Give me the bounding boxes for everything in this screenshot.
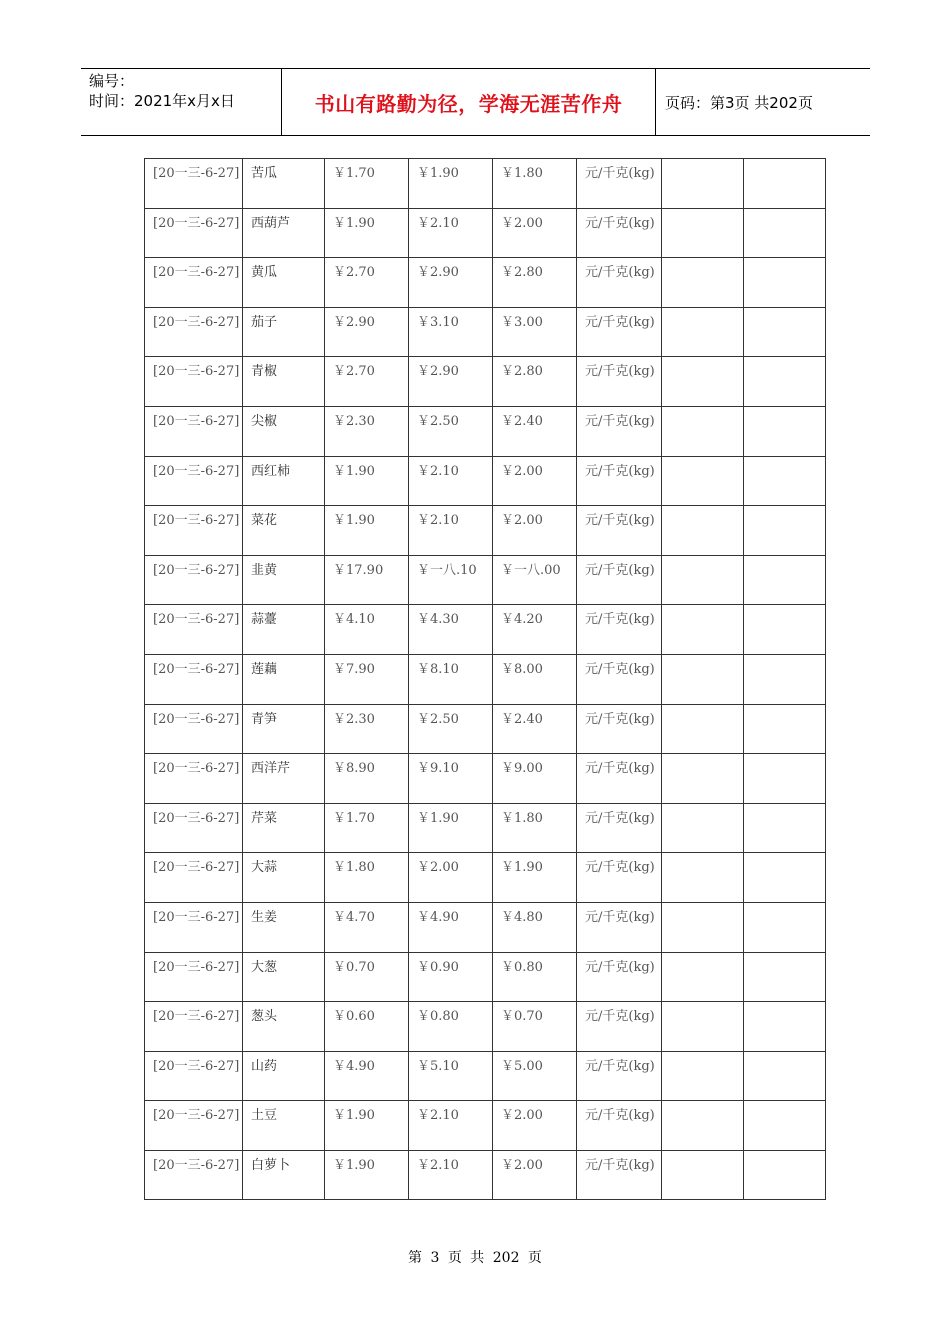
product-name-cell: 生姜 <box>243 902 325 952</box>
high-price-cell: ￥2.50 <box>409 406 493 456</box>
avg-price-cell: ￥5.00 <box>493 1051 577 1101</box>
unit-cell: 元/千克(kg) <box>577 704 662 754</box>
high-price-cell: ￥2.00 <box>409 853 493 903</box>
number-label: 编号： <box>89 72 135 90</box>
low-price-cell: ￥1.80 <box>325 853 409 903</box>
product-name-cell: 西葫芦 <box>243 208 325 258</box>
product-name-cell: 白萝卜 <box>243 1150 325 1200</box>
low-price-cell: ￥4.70 <box>325 902 409 952</box>
unit-cell: 元/千克(kg) <box>577 605 662 655</box>
high-price-cell: ￥4.30 <box>409 605 493 655</box>
high-price-cell: ￥2.10 <box>409 1150 493 1200</box>
table-row <box>145 654 826 704</box>
date-cell: [20一三-6-27] <box>145 952 243 1002</box>
avg-price-cell: ￥4.20 <box>493 605 577 655</box>
avg-price-cell: ￥1.80 <box>493 159 577 209</box>
high-price-cell: ￥1.90 <box>409 803 493 853</box>
table-row <box>145 307 826 357</box>
unit-cell: 元/千克(kg) <box>577 654 662 704</box>
price-table <box>144 158 826 1200</box>
page-info: 页码：第3页 共202页 <box>665 93 813 112</box>
empty-cell <box>662 159 744 209</box>
page-header <box>81 68 870 136</box>
product-name-cell: 黄瓜 <box>243 258 325 308</box>
low-price-cell: ￥1.70 <box>325 159 409 209</box>
low-price-cell: ￥2.90 <box>325 307 409 357</box>
avg-price-cell: ￥1.80 <box>493 803 577 853</box>
date-cell: [20一三-6-27] <box>145 208 243 258</box>
avg-price-cell: ￥4.80 <box>493 902 577 952</box>
empty-cell <box>662 208 744 258</box>
unit-cell: 元/千克(kg) <box>577 258 662 308</box>
low-price-cell: ￥1.90 <box>325 456 409 506</box>
product-name-cell: 菜花 <box>243 506 325 556</box>
empty-cell <box>662 902 744 952</box>
empty-cell <box>662 605 744 655</box>
date-cell: [20一三-6-27] <box>145 357 243 407</box>
date-cell: [20一三-6-27] <box>145 605 243 655</box>
product-name-cell: 山药 <box>243 1051 325 1101</box>
high-price-cell: ￥一八.10 <box>409 555 493 605</box>
unit-cell: 元/千克(kg) <box>577 902 662 952</box>
low-price-cell: ￥4.90 <box>325 1051 409 1101</box>
product-name-cell: 西红柿 <box>243 456 325 506</box>
table-row <box>145 754 826 804</box>
empty-cell <box>744 1051 826 1101</box>
low-price-cell: ￥1.70 <box>325 803 409 853</box>
high-price-cell: ￥2.10 <box>409 506 493 556</box>
time-label: 时间：2021年x月x日 <box>89 92 235 110</box>
empty-cell <box>662 704 744 754</box>
date-cell: [20一三-6-27] <box>145 258 243 308</box>
date-cell: [20一三-6-27] <box>145 307 243 357</box>
table-row <box>145 159 826 209</box>
empty-cell <box>662 1051 744 1101</box>
product-name-cell: 苦瓜 <box>243 159 325 209</box>
unit-cell: 元/千克(kg) <box>577 1150 662 1200</box>
table-row <box>145 704 826 754</box>
date-cell: [20一三-6-27] <box>145 456 243 506</box>
empty-cell <box>744 754 826 804</box>
header-meta <box>81 69 282 135</box>
table-row <box>145 555 826 605</box>
low-price-cell: ￥1.90 <box>325 506 409 556</box>
table-row <box>145 506 826 556</box>
unit-cell: 元/千克(kg) <box>577 555 662 605</box>
empty-cell <box>744 605 826 655</box>
product-name-cell: 西洋芹 <box>243 754 325 804</box>
motto: 书山有路勤为径，学海无涯苦作舟 <box>282 69 656 135</box>
high-price-cell: ￥0.80 <box>409 1002 493 1052</box>
empty-cell <box>662 258 744 308</box>
date-cell: [20一三-6-27] <box>145 406 243 456</box>
high-price-cell: ￥2.10 <box>409 456 493 506</box>
table-row <box>145 357 826 407</box>
avg-price-cell: ￥2.00 <box>493 1101 577 1151</box>
empty-cell <box>744 307 826 357</box>
empty-cell <box>662 456 744 506</box>
low-price-cell: ￥2.70 <box>325 357 409 407</box>
high-price-cell: ￥2.50 <box>409 704 493 754</box>
empty-cell <box>744 159 826 209</box>
high-price-cell: ￥3.10 <box>409 307 493 357</box>
unit-cell: 元/千克(kg) <box>577 1051 662 1101</box>
empty-cell <box>744 1150 826 1200</box>
avg-price-cell: ￥2.80 <box>493 357 577 407</box>
table-row <box>145 1101 826 1151</box>
product-name-cell: 大葱 <box>243 952 325 1002</box>
avg-price-cell: ￥一八.00 <box>493 555 577 605</box>
date-cell: [20一三-6-27] <box>145 654 243 704</box>
empty-cell <box>662 952 744 1002</box>
avg-price-cell: ￥2.80 <box>493 258 577 308</box>
unit-cell: 元/千克(kg) <box>577 952 662 1002</box>
empty-cell <box>744 406 826 456</box>
empty-cell <box>744 506 826 556</box>
low-price-cell: ￥17.90 <box>325 555 409 605</box>
low-price-cell: ￥1.90 <box>325 1101 409 1151</box>
empty-cell <box>744 1101 826 1151</box>
empty-cell <box>744 1002 826 1052</box>
high-price-cell: ￥2.10 <box>409 208 493 258</box>
date-cell: [20一三-6-27] <box>145 803 243 853</box>
low-price-cell: ￥4.10 <box>325 605 409 655</box>
table-row <box>145 1002 826 1052</box>
product-name-cell: 韭黄 <box>243 555 325 605</box>
product-name-cell: 土豆 <box>243 1101 325 1151</box>
date-cell: [20一三-6-27] <box>145 1150 243 1200</box>
empty-cell <box>662 1150 744 1200</box>
product-name-cell: 蒜薹 <box>243 605 325 655</box>
empty-cell <box>744 258 826 308</box>
low-price-cell: ￥1.90 <box>325 1150 409 1200</box>
empty-cell <box>744 208 826 258</box>
avg-price-cell: ￥1.90 <box>493 853 577 903</box>
avg-price-cell: ￥2.00 <box>493 1150 577 1200</box>
unit-cell: 元/千克(kg) <box>577 357 662 407</box>
product-name-cell: 青笋 <box>243 704 325 754</box>
product-name-cell: 茄子 <box>243 307 325 357</box>
table-row <box>145 258 826 308</box>
date-cell: [20一三-6-27] <box>145 555 243 605</box>
empty-cell <box>662 1101 744 1151</box>
empty-cell <box>744 555 826 605</box>
avg-price-cell: ￥0.80 <box>493 952 577 1002</box>
empty-cell <box>662 555 744 605</box>
avg-price-cell: ￥0.70 <box>493 1002 577 1052</box>
high-price-cell: ￥0.90 <box>409 952 493 1002</box>
high-price-cell: ￥2.10 <box>409 1101 493 1151</box>
empty-cell <box>744 803 826 853</box>
unit-cell: 元/千克(kg) <box>577 1002 662 1052</box>
avg-price-cell: ￥2.00 <box>493 456 577 506</box>
unit-cell: 元/千克(kg) <box>577 803 662 853</box>
empty-cell <box>744 704 826 754</box>
empty-cell <box>662 406 744 456</box>
empty-cell <box>662 853 744 903</box>
avg-price-cell: ￥2.40 <box>493 406 577 456</box>
empty-cell <box>744 357 826 407</box>
product-name-cell: 青椒 <box>243 357 325 407</box>
table-row <box>145 456 826 506</box>
empty-cell <box>662 357 744 407</box>
low-price-cell: ￥2.30 <box>325 406 409 456</box>
high-price-cell: ￥2.90 <box>409 258 493 308</box>
unit-cell: 元/千克(kg) <box>577 208 662 258</box>
price-table-body <box>145 159 826 1200</box>
product-name-cell: 大蒜 <box>243 853 325 903</box>
date-cell: [20一三-6-27] <box>145 1101 243 1151</box>
empty-cell <box>744 654 826 704</box>
low-price-cell: ￥7.90 <box>325 654 409 704</box>
empty-cell <box>662 754 744 804</box>
high-price-cell: ￥9.10 <box>409 754 493 804</box>
high-price-cell: ￥4.90 <box>409 902 493 952</box>
empty-cell <box>662 654 744 704</box>
low-price-cell: ￥2.30 <box>325 704 409 754</box>
high-price-cell: ￥8.10 <box>409 654 493 704</box>
avg-price-cell: ￥8.00 <box>493 654 577 704</box>
table-row <box>145 605 826 655</box>
table-row <box>145 208 826 258</box>
table-row <box>145 803 826 853</box>
unit-cell: 元/千克(kg) <box>577 307 662 357</box>
table-row <box>145 952 826 1002</box>
product-name-cell: 尖椒 <box>243 406 325 456</box>
table-row <box>145 1150 826 1200</box>
table-row <box>145 406 826 456</box>
low-price-cell: ￥2.70 <box>325 258 409 308</box>
product-name-cell: 葱头 <box>243 1002 325 1052</box>
low-price-cell: ￥0.70 <box>325 952 409 1002</box>
date-cell: [20一三-6-27] <box>145 506 243 556</box>
unit-cell: 元/千克(kg) <box>577 456 662 506</box>
unit-cell: 元/千克(kg) <box>577 754 662 804</box>
avg-price-cell: ￥3.00 <box>493 307 577 357</box>
unit-cell: 元/千克(kg) <box>577 406 662 456</box>
high-price-cell: ￥2.90 <box>409 357 493 407</box>
empty-cell <box>744 853 826 903</box>
date-cell: [20一三-6-27] <box>145 159 243 209</box>
date-cell: [20一三-6-27] <box>145 1051 243 1101</box>
table-row <box>145 1051 826 1101</box>
empty-cell <box>744 902 826 952</box>
page-footer: 第 3 页 共 202 页 <box>408 1250 542 1266</box>
empty-cell <box>662 506 744 556</box>
product-name-cell: 莲藕 <box>243 654 325 704</box>
date-cell: [20一三-6-27] <box>145 1002 243 1052</box>
empty-cell <box>662 803 744 853</box>
avg-price-cell: ￥2.40 <box>493 704 577 754</box>
unit-cell: 元/千克(kg) <box>577 1101 662 1151</box>
low-price-cell: ￥8.90 <box>325 754 409 804</box>
avg-price-cell: ￥2.00 <box>493 506 577 556</box>
low-price-cell: ￥1.90 <box>325 208 409 258</box>
date-cell: [20一三-6-27] <box>145 902 243 952</box>
high-price-cell: ￥5.10 <box>409 1051 493 1101</box>
high-price-cell: ￥1.90 <box>409 159 493 209</box>
unit-cell: 元/千克(kg) <box>577 159 662 209</box>
unit-cell: 元/千克(kg) <box>577 506 662 556</box>
date-cell: [20一三-6-27] <box>145 853 243 903</box>
empty-cell <box>662 1002 744 1052</box>
empty-cell <box>662 307 744 357</box>
avg-price-cell: ￥9.00 <box>493 754 577 804</box>
empty-cell <box>744 952 826 1002</box>
empty-cell <box>744 456 826 506</box>
table-row <box>145 902 826 952</box>
avg-price-cell: ￥2.00 <box>493 208 577 258</box>
product-name-cell: 芹菜 <box>243 803 325 853</box>
low-price-cell: ￥0.60 <box>325 1002 409 1052</box>
date-cell: [20一三-6-27] <box>145 754 243 804</box>
table-row <box>145 853 826 903</box>
unit-cell: 元/千克(kg) <box>577 853 662 903</box>
date-cell: [20一三-6-27] <box>145 704 243 754</box>
